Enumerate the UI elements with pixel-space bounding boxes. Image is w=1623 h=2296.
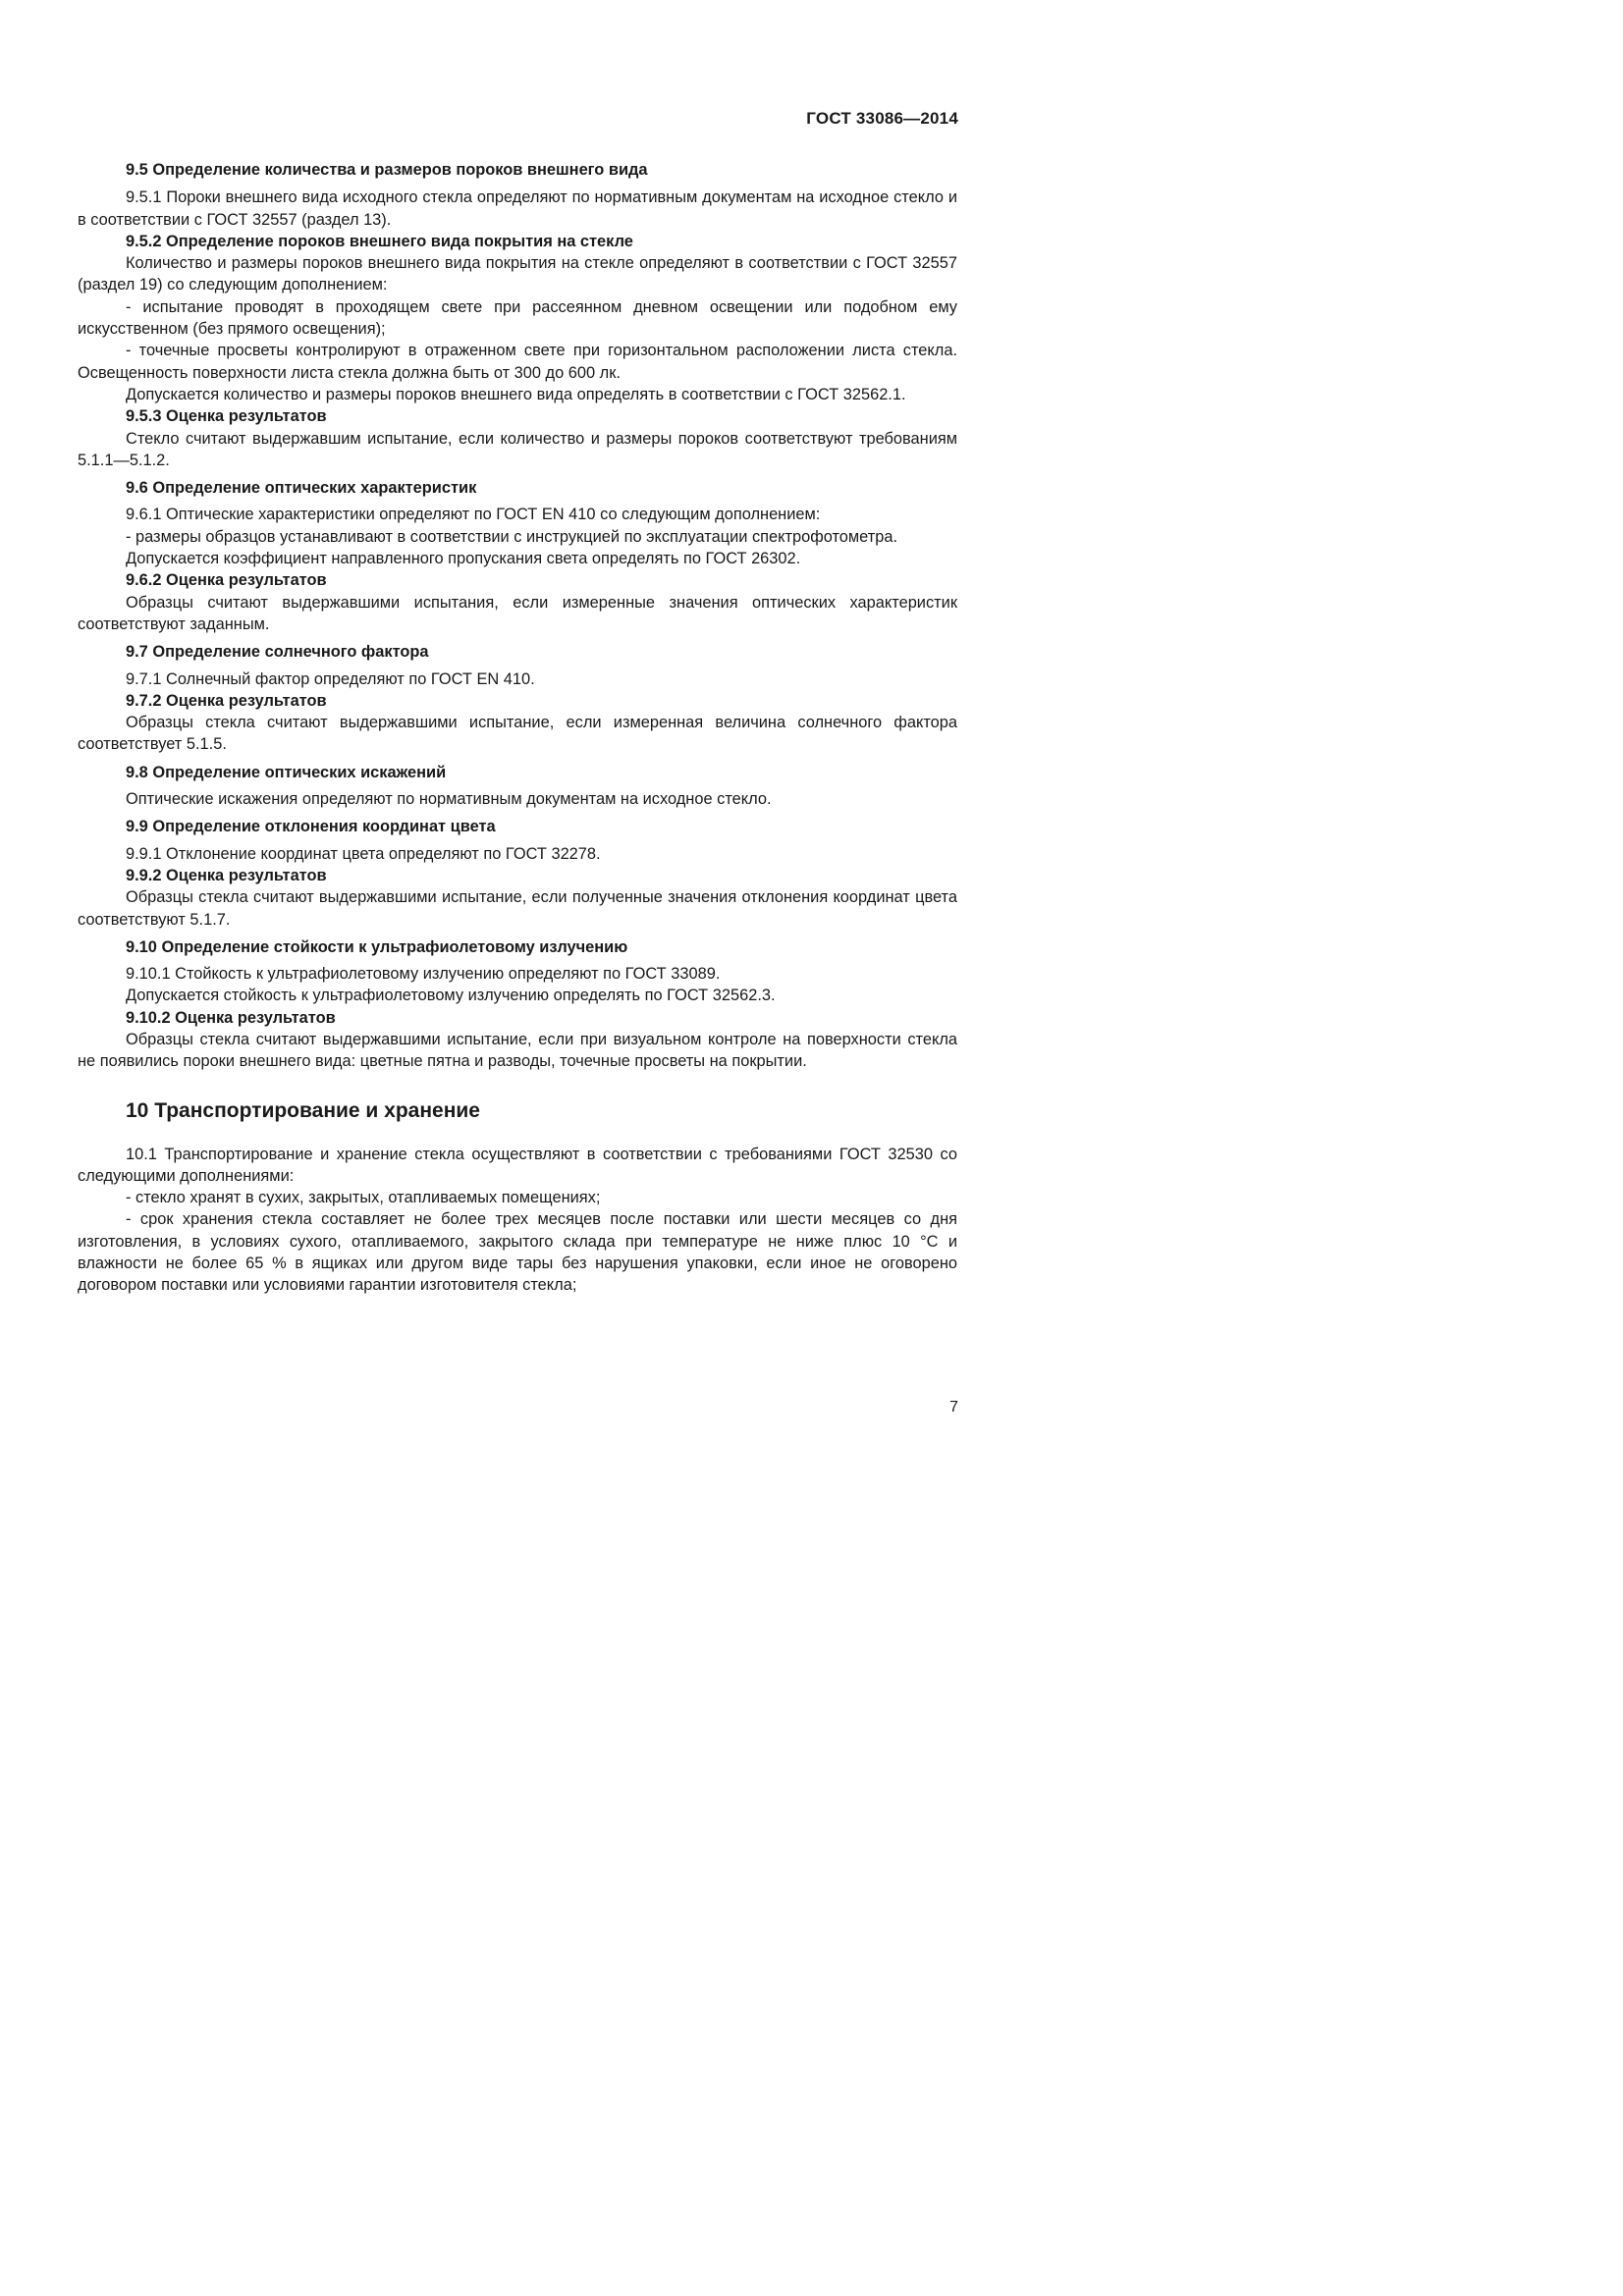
section-heading-9-6: 9.6 Определение оптических характеристик (126, 479, 477, 498)
list-item: - точечные просветы контролируют в отраженном свете при горизонтальном расположении листа стекла. Освещенность поверхности листа стекла должна быть от 300 до 600 лк. (78, 342, 957, 382)
subsection-heading-9-6-2: 9.6.2 Оценка результатов (126, 571, 327, 590)
list-item: - размеры образцов устанавливают в соответствии с инструкцией по эксплуатации спектрофотометра. (126, 527, 898, 546)
document-body (78, 153, 957, 1297)
subsection-heading-9-10-2: 9.10.2 Оценка результатов (126, 1008, 336, 1027)
list-item: - срок хранения стекла составляет не более трех месяцев после поставки или шести месяцев со дня изготовления, в условиях сухого, отапливаемого, закрытого склада при температуре не ниже плюс 10 °С и влажности не более 65 % в ящиках или другом виде тары без нарушения упаковки, если иное не оговорено договором поставки или условиями гарантии изготовителя стекла; (78, 1210, 957, 1295)
paragraph-9-10-1: 9.10.1 Стойкость к ультрафиолетовому излучению определяют по ГОСТ 33089. (126, 965, 721, 984)
subsection-heading-9-5-2: 9.5.2 Определение пороков внешнего вида покрытия на стекле (126, 232, 633, 250)
paragraph-9-7-1: 9.7.1 Солнечный фактор определяют по ГОСТ EN 410. (126, 669, 535, 688)
subsection-heading-9-5-3: 9.5.3 Оценка результатов (126, 407, 327, 426)
paragraph-9-5-1: 9.5.1 Пороки внешнего вида исходного стекла определяют по нормативным документам на исходное стекло и в соответствии с ГОСТ 32557 (раздел 13). (78, 188, 957, 229)
paragraph-9-9-1: 9.9.1 Отклонение координат цвета определяют по ГОСТ 32278. (126, 844, 601, 863)
document-page (0, 0, 1084, 1533)
subsection-heading-9-9-2: 9.9.2 Оценка результатов (126, 866, 327, 884)
section-heading-9-8: 9.8 Определение оптических искажений (126, 763, 447, 781)
section-heading-9-10: 9.10 Определение стойкости к ультрафиолетовому излучению (126, 937, 628, 956)
section-heading-9-5: 9.5 Определение количества и размеров пороков внешнего вида (126, 161, 648, 179)
section-heading-9-7: 9.7 Определение солнечного фактора (126, 643, 429, 662)
paragraph-10-1: 10.1 Транспортирование и хранение стекла осуществляют в соответствии с требованиями ГОСТ 32530 со следующими дополнениями: (78, 1145, 957, 1185)
section-heading-10: 10 Транспортирование и хранение (126, 1098, 480, 1122)
paragraph: Допускается коэффициент направленного пропускания света определять по ГОСТ 26302. (126, 550, 801, 568)
paragraph: Образцы стекла считают выдержавшими испытание, если полученные значения отклонения координат цвета соответствуют 5.1.7. (78, 888, 957, 929)
paragraph: Образцы стекла считают выдержавшими испытание, если при визуальном контроле на поверхности стекла не появились пороки внешнего вида: цветные пятна и разводы, точечные просветы на покрытии. (78, 1030, 957, 1071)
paragraph: Допускается стойкость к ультрафиолетовому излучению определять по ГОСТ 32562.3. (126, 987, 776, 1005)
paragraph: Образцы стекла считают выдержавшими испытание, если измеренная величина солнечного фактора соответствует 5.1.5. (78, 714, 957, 754)
paragraph: Образцы считают выдержавшими испытания, если измеренные значения оптических характеристик соответствуют заданным. (78, 593, 957, 633)
list-item: - испытание проводят в проходящем свете при рассеянном дневном освещении или подобном ему искусственном (без прямого освещения); (78, 297, 957, 339)
paragraph: Оптические искажения определяют по нормативным документам на исходное стекло. (126, 790, 772, 809)
paragraph-9-6-1: 9.6.1 Оптические характеристики определяют по ГОСТ EN 410 со следующим дополнением: (126, 506, 821, 524)
paragraph: Допускается количество и размеры пороков внешнего вида определять в соответствии с ГОСТ 32562.1. (126, 385, 906, 403)
paragraph: Стекло считают выдержавшим испытание, если количество и размеры пороков соответствуют требованиям 5.1.1—5.1.2. (78, 429, 957, 469)
document-id-header: ГОСТ 33086—2014 (806, 109, 958, 128)
section-heading-9-9: 9.9 Определение отклонения координат цвета (126, 818, 496, 836)
paragraph: Количество и размеры пороков внешнего вида покрытия на стекле определяют в соответствии с ГОСТ 32557 (раздел 19) со следующим дополнением: (78, 254, 957, 294)
page-number: 7 (949, 1399, 958, 1415)
subsection-heading-9-7-2: 9.7.2 Оценка результатов (126, 691, 327, 710)
list-item: - стекло хранят в сухих, закрытых, отапливаемых помещениях; (126, 1189, 601, 1207)
